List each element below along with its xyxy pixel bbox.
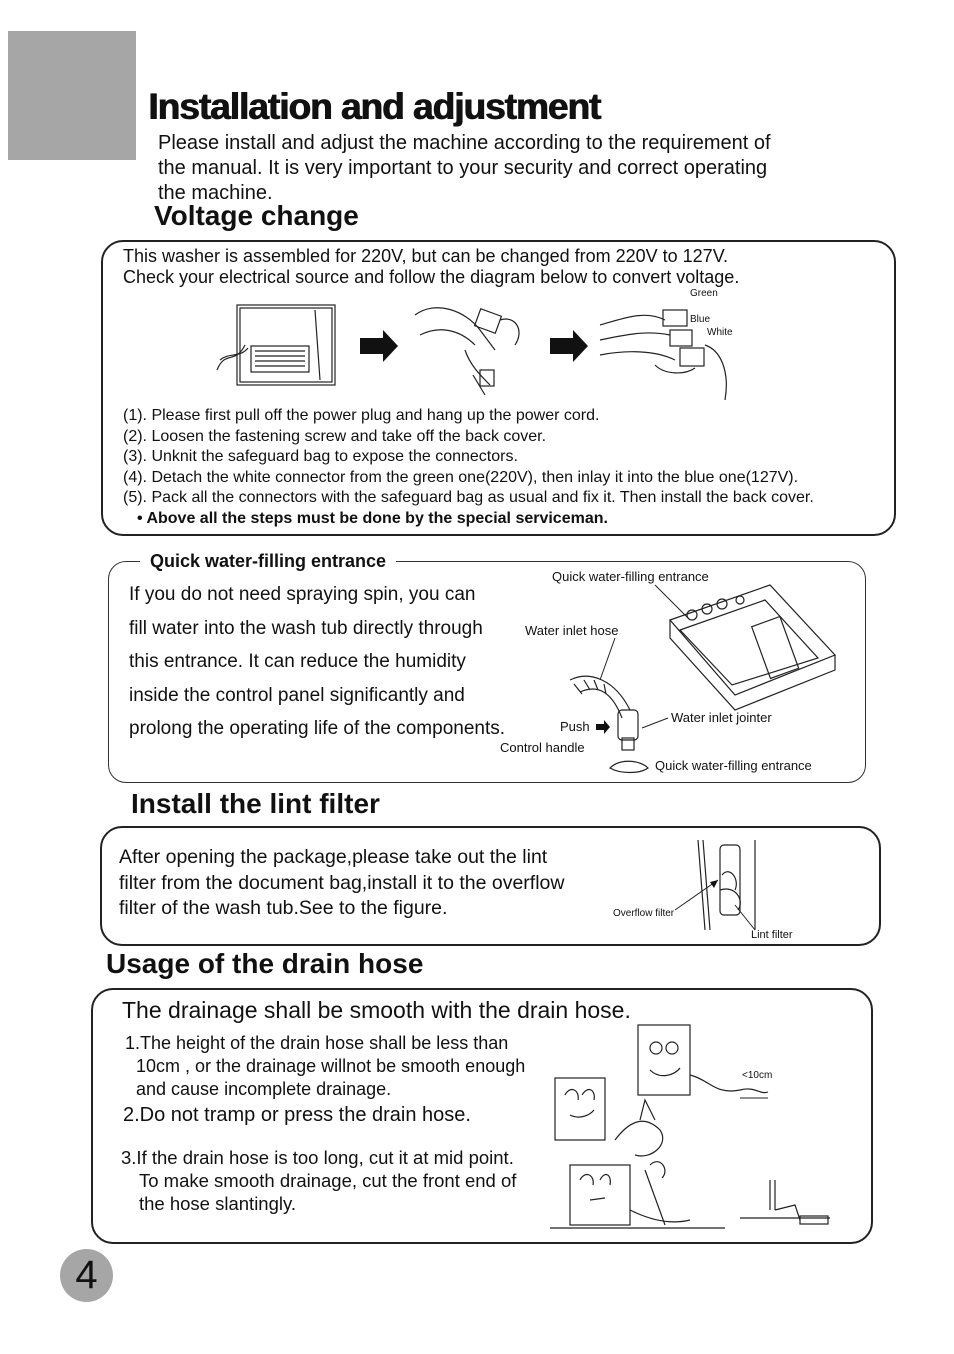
label-lint-filter: Lint filter: [751, 929, 793, 941]
lint-filter-diagram: [660, 835, 770, 935]
voltage-note: [123, 509, 814, 530]
slanted-hose-illustration: [740, 1180, 830, 1224]
arrow-right-icon: [550, 330, 588, 362]
leader-line: [735, 905, 755, 930]
voltage-step: (2). Loosen the fastening screw and take off the back cover.: [123, 427, 547, 445]
arrow-right-icon: [360, 330, 398, 362]
lint-line: filter from the document bag,install it to the overflow: [119, 871, 565, 894]
quick-fill-line: prolong the operating life of the components.: [129, 718, 506, 739]
quick-fill-line: If you do not need spraying spin, you can: [129, 584, 476, 605]
drain-item-3: [121, 1146, 516, 1215]
drain-item-1-line: and cause incomplete drainage.: [136, 1079, 392, 1099]
voltage-step: (1). Please first pull off the power plug and hang up the power cord.: [123, 407, 600, 424]
bullet-icon: •: [137, 509, 147, 527]
label-bottom-entrance: Quick water-filling entrance: [655, 758, 812, 773]
label-push: Push: [560, 719, 590, 734]
leader-line: [600, 638, 615, 680]
label-inlet-jointer: Water inlet jointer: [671, 710, 772, 725]
entrance-cap-illustration: [610, 761, 648, 772]
lint-heading: Install the lint filter: [131, 788, 380, 819]
voltage-note-text: Above all the steps must be done by the special serviceman.: [146, 509, 608, 527]
intro-paragraph: [158, 131, 918, 206]
push-arrow-icon: [596, 720, 610, 734]
drain-item-1-line: 1.The height of the drain hose shall be less than: [125, 1033, 509, 1053]
voltage-step: (3). Unknit the safeguard bag to expose the connectors.: [123, 448, 518, 465]
quick-fill-line: this entrance. It can reduce the humidity: [129, 651, 466, 672]
lint-line: filter of the wash tub.See to the figure.: [119, 897, 448, 919]
intro-line: Please install and adjust the machine according to the requirement of: [158, 132, 771, 154]
leader-line: [655, 585, 688, 618]
intro-line: the manual. It is very important to your security and correct operating: [158, 157, 768, 179]
drain-subheading: The drainage shall be smooth with the drain hose.: [122, 997, 631, 1023]
drain-item-1: [125, 1032, 525, 1101]
leader-line: [642, 718, 668, 728]
voltage-heading: Voltage change: [154, 200, 359, 231]
washer-character-1: [638, 1025, 768, 1095]
label-top-entrance: Quick water-filling entrance: [552, 569, 709, 584]
washer-top-illustration: [670, 585, 835, 710]
page-number-badge: [60, 1249, 113, 1302]
inlet-hose-illustration: [570, 676, 638, 750]
wire-label-green: Green: [690, 288, 718, 299]
scissors-cut-illustration: [645, 1162, 665, 1225]
lint-line: After opening the package,please take out the lint: [119, 846, 548, 868]
washer-character-3: [550, 1165, 725, 1228]
quick-fill-heading: Quick water-filling entrance: [140, 551, 396, 572]
page-title: Installation and adjustment: [148, 86, 600, 127]
hands-connector-illustration: [415, 308, 519, 395]
drain-item-3-line: the hose slantingly.: [139, 1193, 297, 1214]
voltage-line: This washer is assembled for 220V, but can be changed from 220V to 127V.: [123, 246, 729, 266]
quick-fill-line: fill water into the wash tub directly through: [129, 617, 483, 639]
drain-heading: Usage of the drain hose: [106, 948, 424, 979]
voltage-step: (5). Pack all the connectors with the safeguard bag as usual and fix it. Then install the back cover.: [123, 489, 814, 506]
leader-line: [675, 880, 718, 910]
tramp-illustration: [615, 1100, 663, 1156]
voltage-description: [123, 246, 739, 288]
tub-corner-illustration: [698, 840, 755, 930]
arrow-icon: [710, 880, 718, 888]
intro-line: the machine.: [158, 182, 273, 204]
header-gray-block: [8, 31, 136, 160]
voltage-diagram: [215, 290, 755, 405]
label-inlet-hose: Water inlet hose: [525, 623, 619, 638]
label-control-handle: Control handle: [500, 740, 585, 755]
drain-item-3-line: 3.If the drain hose is too long, cut it at mid point.: [121, 1147, 514, 1168]
lint-description: [119, 845, 564, 922]
label-overflow-filter: Overflow filter: [613, 908, 675, 919]
quick-fill-diagram: [560, 580, 850, 780]
wire-label-white: White: [707, 327, 733, 338]
page-number: 4: [75, 1253, 98, 1297]
voltage-step: (4). Detach the white connector from the green one(220V), then inlay it into the blue one(127V).: [123, 468, 799, 486]
wire-label-blue: Blue: [690, 314, 711, 325]
label-height-10cm: <10cm: [742, 1070, 773, 1081]
drain-item-2: 2.Do not tramp or press the drain hose.: [123, 1104, 471, 1126]
drain-item-3-line: To make smooth drainage, cut the front end of: [139, 1170, 517, 1191]
washer-character-2: [555, 1078, 605, 1140]
voltage-steps: [123, 406, 814, 529]
drain-item-1-line: 10cm , or the drainage willnot be smooth enough: [136, 1056, 526, 1076]
quick-fill-description: [129, 578, 505, 746]
quick-fill-line: inside the control panel significantly and: [129, 684, 465, 706]
voltage-line: Check your electrical source and follow the diagram below to convert voltage.: [123, 267, 740, 287]
drain-diagram: [550, 1020, 840, 1235]
washer-back-illustration: [217, 305, 335, 385]
